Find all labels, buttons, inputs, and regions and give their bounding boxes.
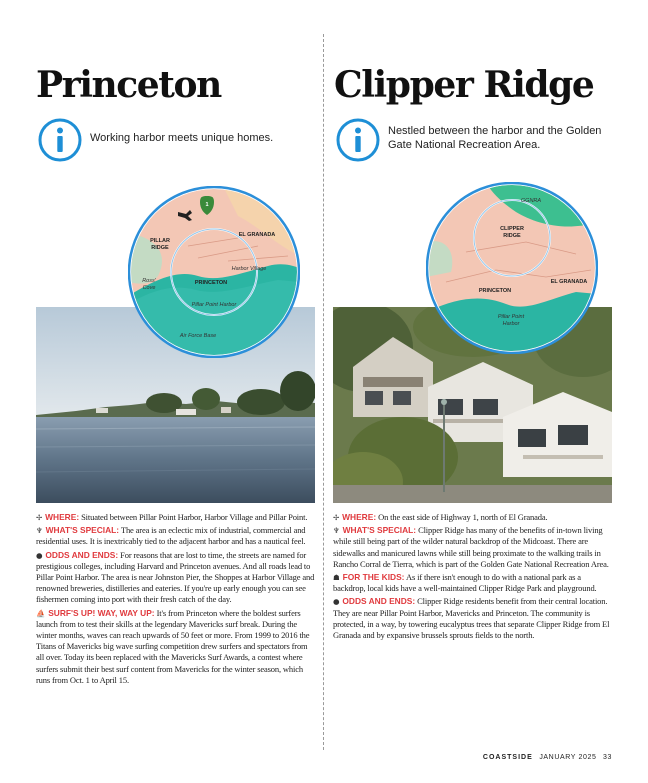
section-lead: ODDS AND ENDS:	[342, 596, 416, 607]
surfer-icon: ⛵	[36, 608, 46, 618]
section-odds-and-ends	[36, 550, 316, 606]
column-divider	[323, 34, 324, 750]
section-lead: WHAT'S SPECIAL:	[342, 525, 417, 536]
princeton-map	[128, 186, 300, 358]
map-pin-icon: ✢	[36, 513, 43, 522]
section-lead: ODDS AND ENDS:	[45, 549, 119, 560]
trophy-icon: ♆	[36, 526, 43, 536]
clipper-ridge-tagline: Nestled between the harbor and the Golden Gate National Recreation Area.	[388, 125, 602, 151]
map-label-ggnra: GGNRA	[520, 198, 542, 204]
map-label-pillar-point-harbor: Pillar Point Harbor	[497, 314, 525, 327]
family-icon: ☗	[333, 573, 340, 583]
map-label-clipper-ridge: CLIPPER RIDGE	[500, 226, 524, 239]
page-number: 33	[603, 754, 612, 761]
magazine-brand: COASTSIDE	[482, 754, 533, 761]
section-surfs-up	[36, 608, 316, 686]
section-lead: FOR THE KIDS:	[342, 572, 405, 583]
section-odds-and-ends	[333, 596, 613, 641]
section-lead: WHERE:	[342, 512, 377, 522]
section-for-the-kids	[333, 572, 613, 594]
map-label-harbor-village: Harbor Village	[231, 266, 267, 272]
map-label-pillar-ridge: PILLAR RIDGE	[150, 238, 170, 251]
clipper-ridge-map	[426, 182, 598, 354]
section-text: For reasons that are lost to time, the streets are named for prestigious colleges, including Harvard and Princeton avenues. And all roads lead to Pillar Point Harbor. The area is near Johnston Pier, the Shoppes at Harbor Village and renowned breweries, distilleries and eateries. If you're up early enough you can see fishermen coming into port with their fresh catch of the day.	[36, 549, 315, 605]
section-whats-special	[36, 525, 316, 547]
section-where	[36, 512, 316, 523]
map-label-el-granada: EL GRANADA	[550, 279, 588, 285]
section-text: As if there isn't enough to do with a national park as a backdrop, local kids have a well-maintained Clipper Ridge Park and playground.	[333, 572, 597, 594]
section-text: Situated between Pillar Point Harbor, Harbor Village and Pillar Point.	[81, 512, 308, 522]
trophy-icon: ♆	[333, 526, 340, 536]
section-lead: SURF'S UP! WAY, WAY UP:	[48, 607, 155, 618]
section-lead: WHERE:	[45, 512, 80, 522]
map-label-el-granada: EL GRANADA	[238, 232, 276, 238]
map-label-pillar-point-harbor: Pillar Point Harbor	[191, 302, 237, 308]
section-where	[333, 512, 613, 523]
page-footer	[483, 754, 612, 761]
info-icon	[38, 118, 82, 162]
info-icon	[336, 118, 380, 162]
clipper-ridge-body	[333, 512, 613, 643]
section-text: Clipper Ridge residents benefit from their central location. They are near Pillar Point Harbor, Mavericks and Princeton. The community is protected, in a way, by towering eucalyptus trees that separate Clipper Ridge from El Granada and by expansive brussels sprouts fields to the north.	[333, 596, 610, 641]
map-pin-icon: ✢	[333, 513, 340, 522]
map-label-ross-cove: Ross' Cove	[142, 278, 156, 291]
section-text: It's from Princeton where the boldest surfers launch from to test their skills at the legendary Mavericks surf break. During the winter months, waves can reach upwards of 50 feet or more. From 1999 to 2016 the Titans of Mavericks big wave surfing competition drew surfers and spectators from all over. Today its been replaced with the Mavericks Surf Awards, a contest where surfers submit their best surf content from Mavericks for the winter season, which runs from Oct. 1 to April 15.	[36, 607, 310, 685]
princeton-body	[36, 512, 316, 688]
speech-bubble-icon: ●	[333, 597, 340, 607]
issue-date: JANUARY 2025	[539, 754, 597, 761]
map-label-princeton: PRINCETON	[478, 288, 512, 294]
section-whats-special	[333, 525, 613, 570]
section-text: The area is an eclectic mix of industrial, commercial and residential uses. It is inextricably tied to the adjacent harbor and has a nautical feel.	[36, 525, 306, 547]
princeton-title: Princeton	[36, 64, 221, 106]
route-1-marker: 1	[205, 202, 209, 208]
map-label-princeton: PRINCETON	[194, 280, 228, 286]
section-lead: WHAT'S SPECIAL:	[45, 525, 120, 536]
clipper-ridge-title: Clipper Ridge	[334, 64, 594, 106]
map-label-air-force-base: Air Force Base	[179, 333, 217, 339]
speech-bubble-icon: ●	[36, 550, 43, 560]
princeton-tagline: Working harbor meets unique homes.	[90, 132, 274, 144]
section-text: On the east side of Highway 1, north of El Granada.	[378, 512, 548, 522]
section-text: Clipper Ridge has many of the benefits of in-town living while still being part of the wilder natural backdrop of the Midcoast. There are sidewalks and manicured lawns while still being proximate to the walking trails in Rancho Corral de Tierra, which is part of the Golden Gate National Recreation Area.	[333, 525, 609, 569]
